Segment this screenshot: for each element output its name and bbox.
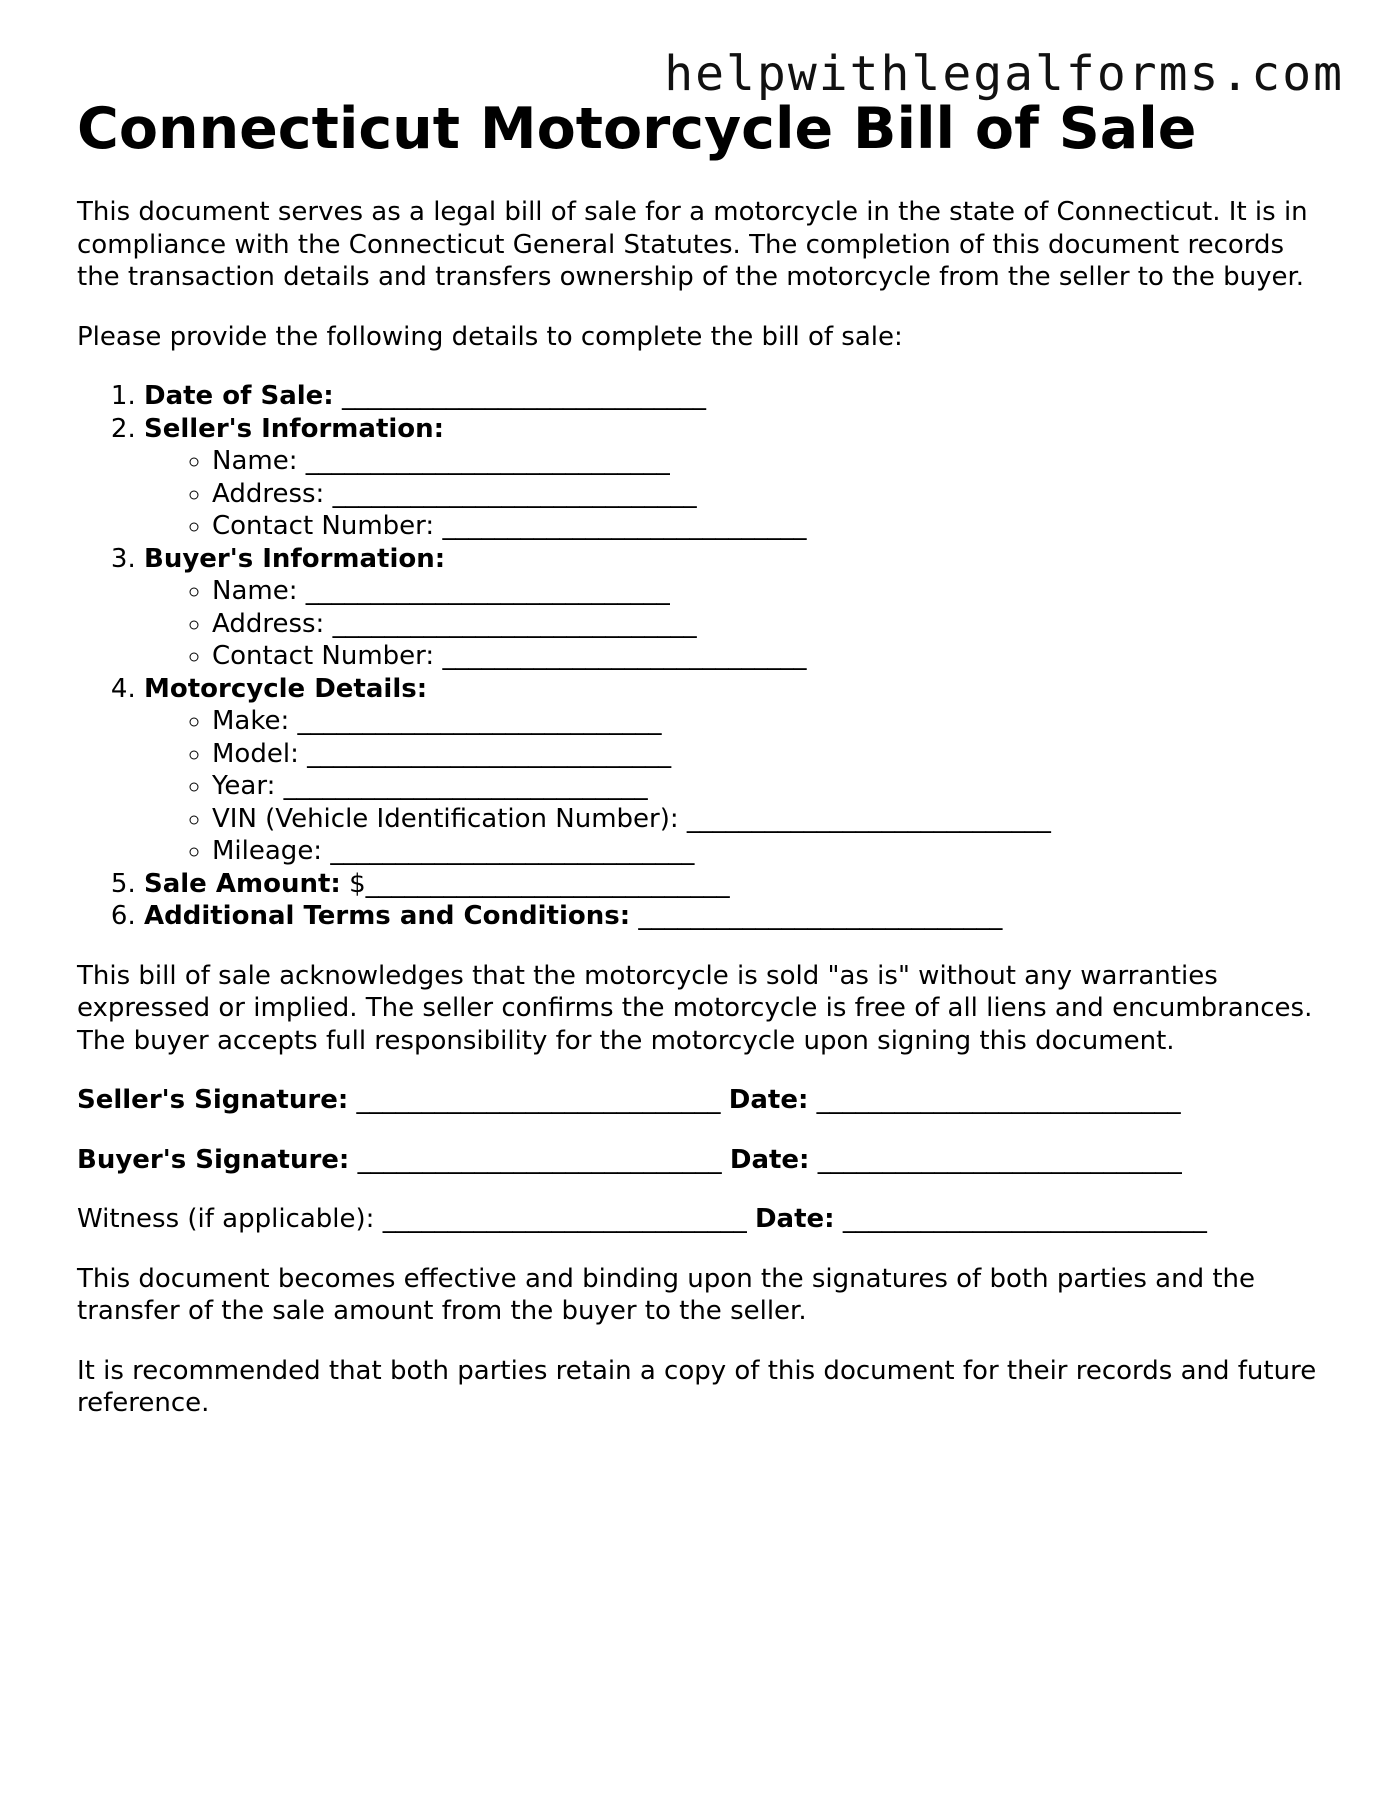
motorcycle-details-sublist	[144, 705, 1317, 868]
buyer-signature-blank[interactable]: ____________________________	[357, 1144, 722, 1175]
seller-signature-label: Seller's Signature:	[77, 1085, 349, 1115]
date-of-sale-blank[interactable]: ____________________________	[341, 381, 706, 411]
buyer-name-label: Name:	[212, 576, 298, 606]
buyer-signature-line	[77, 1144, 1317, 1177]
list-item-date-of-sale	[144, 380, 1317, 413]
document-body	[77, 196, 1317, 1447]
buyer-address-blank[interactable]: ____________________________	[332, 608, 697, 639]
buyer-signature-label: Buyer's Signature:	[77, 1144, 350, 1175]
model-item	[212, 738, 1317, 771]
date-of-sale-label: Date of Sale:	[144, 381, 334, 411]
witness-signature-label: Witness (if applicable):	[77, 1204, 375, 1234]
make-blank[interactable]: ____________________________	[297, 706, 662, 736]
seller-name-label: Name:	[212, 446, 298, 476]
buyer-contact-item	[212, 640, 1317, 673]
model-label: Model:	[212, 738, 299, 769]
list-item-buyer-info	[144, 543, 1317, 673]
seller-contact-label: Contact Number:	[212, 511, 435, 541]
buyer-info-label: Buyer's Information:	[144, 543, 446, 574]
seller-info-label: Seller's Information:	[144, 413, 445, 444]
seller-signature-blank[interactable]: ____________________________	[356, 1085, 721, 1115]
signature-section	[77, 1084, 1317, 1236]
seller-address-item	[212, 478, 1317, 511]
make-item	[212, 705, 1317, 738]
mileage-label: Mileage:	[212, 836, 323, 866]
seller-date-blank[interactable]: ____________________________	[816, 1085, 1181, 1115]
seller-signature-line	[77, 1084, 1317, 1117]
instructions-paragraph: Please provide the following details to complete the bill of sale:	[77, 321, 903, 352]
seller-contact-blank[interactable]: ____________________________	[442, 511, 807, 541]
sale-amount-label: Sale Amount:	[144, 868, 341, 899]
witness-signature-line	[77, 1203, 1317, 1236]
seller-contact-item	[212, 510, 1317, 543]
as-is-paragraph: This bill of sale acknowledges that the motorcycle is sold "as is" without any warranties expressed or implied. The seller confirms the motorcycle is free of all liens and encumbrances. The buyer accepts full responsibility for the motorcycle upon signing this document.	[77, 960, 1313, 1056]
seller-info-sublist	[144, 445, 1317, 543]
buyer-date-blank[interactable]: ____________________________	[817, 1144, 1182, 1175]
buyer-info-sublist	[144, 575, 1317, 673]
effective-paragraph: This document becomes effective and binding upon the signatures of both parties and the transfer of the sale amount from the buyer to the seller.	[77, 1263, 1256, 1326]
buyer-date-label: Date:	[729, 1144, 810, 1175]
buyer-address-label: Address:	[212, 608, 325, 639]
list-item-motorcycle-details	[144, 673, 1317, 868]
document-title: Connecticut Motorcycle Bill of Sale	[77, 96, 1197, 162]
year-blank[interactable]: ____________________________	[283, 771, 648, 801]
seller-address-label: Address:	[212, 478, 325, 509]
mileage-blank[interactable]: ____________________________	[330, 836, 695, 866]
seller-name-item	[212, 445, 1317, 478]
recommendation-paragraph: It is recommended that both parties retain a copy of this document for their records and future reference.	[77, 1355, 1317, 1418]
buyer-contact-label: Contact Number:	[212, 641, 435, 671]
additional-terms-blank[interactable]: ____________________________	[638, 901, 1003, 931]
buyer-name-item	[212, 575, 1317, 608]
seller-name-blank[interactable]: ____________________________	[305, 446, 670, 476]
buyer-contact-blank[interactable]: ____________________________	[442, 641, 807, 671]
list-item-additional-terms	[144, 900, 1317, 933]
intro-paragraph: This document serves as a legal bill of sale for a motorcycle in the state of Connecticut. It is in compliance with the Connecticut General Statutes. The completion of this document records the transaction details and transfers ownership of the motorcycle from the seller to the buyer.	[77, 197, 1308, 292]
list-item-seller-info	[144, 413, 1317, 543]
year-label: Year:	[212, 771, 276, 801]
witness-date-blank[interactable]: ____________________________	[842, 1204, 1207, 1234]
details-list	[77, 380, 1317, 933]
mileage-item	[212, 835, 1317, 868]
sale-amount-blank[interactable]: ____________________________	[365, 868, 730, 899]
seller-address-blank[interactable]: ____________________________	[332, 478, 697, 509]
additional-terms-label: Additional Terms and Conditions:	[144, 901, 631, 931]
watermark: helpwithlegalforms.com	[664, 46, 1344, 102]
make-label: Make:	[212, 706, 290, 736]
model-blank[interactable]: ____________________________	[307, 738, 672, 769]
list-item-sale-amount	[144, 868, 1317, 901]
vin-blank[interactable]: ____________________________	[686, 803, 1051, 834]
witness-signature-blank[interactable]: ____________________________	[382, 1204, 747, 1234]
witness-date-label: Date:	[754, 1204, 835, 1234]
motorcycle-details-label: Motorcycle Details:	[144, 673, 428, 704]
buyer-name-blank[interactable]: ____________________________	[305, 576, 670, 606]
seller-date-label: Date:	[728, 1085, 809, 1115]
vin-label: VIN (Vehicle Identification Number):	[212, 803, 679, 834]
buyer-address-item	[212, 608, 1317, 641]
year-item	[212, 770, 1317, 803]
vin-item	[212, 803, 1317, 836]
currency-symbol: $	[349, 868, 366, 899]
